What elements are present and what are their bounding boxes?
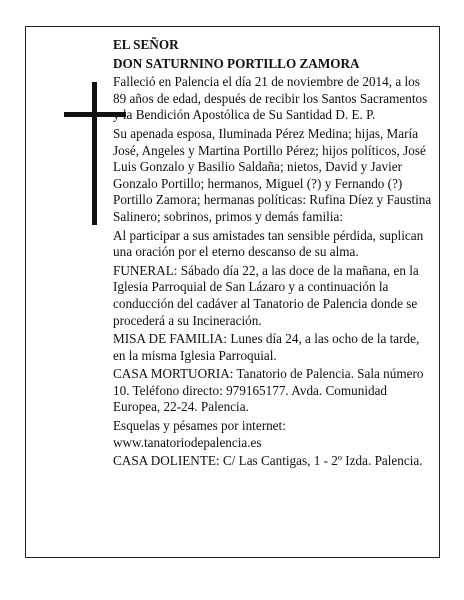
cross-icon — [92, 82, 97, 225]
death-notice: Falleció en Palencia el día 21 de noviembre de 2014, a los 89 años de edad, después de recibir los Santos Sacramentos y la Bendición Apostólica de Su Santidad D. E. P. — [113, 74, 428, 123]
prayer-request: Al participar a sus amistades tan sensible pérdida, suplican una oración por el eterno descanso de su alma. — [113, 227, 424, 260]
internet-condolences: Esquelas y pésames por internet: www.tanatoriodepalencia.es — [113, 418, 286, 450]
family-mass-info: MISA DE FAMILIA: Lunes día 24, a las ocho de la tarde, en la misma Iglesia Parroquial. — [113, 331, 420, 363]
heading-title: EL SEÑOR — [113, 37, 179, 52]
funeral-info: FUNERAL: Sábado día 22, a las doce de la mañana, en la Iglesia Parroquial de San Lázaro y a continuación la conducción del cadáver al Tanatorio de Palencia donde se procederá a su Incineración. — [113, 262, 419, 328]
family-list: Su apenada esposa, Iluminada Pérez Medina; hijas, María José, Angeles y Martina Portillo Pérez; hijos políticos, José Luis Gonzalo y Basilio Saldaña; nietos, David y Javier Gonzalo Portillo; hermanos, Miguel (?) y Fernando (?) Portillo Zamora; hermanas políticas: Rufina Díez y Faustina Salinero; sobrinos, primos y demás familia: — [113, 125, 432, 224]
deceased-name: DON SATURNINO PORTILLO ZAMORA — [113, 55, 360, 71]
mourning-house: CASA DOLIENTE: C/ Las Cantigas, 1 - 2º Izda. Palencia. — [113, 453, 423, 469]
obituary-text — [113, 37, 433, 472]
mortuary-info: CASA MORTUORIA: Tanatorio de Palencia. Sala número 10. Teléfono directo: 979165177. Avda. Comunidad Europea, 22-24. Palencia. — [113, 366, 424, 415]
